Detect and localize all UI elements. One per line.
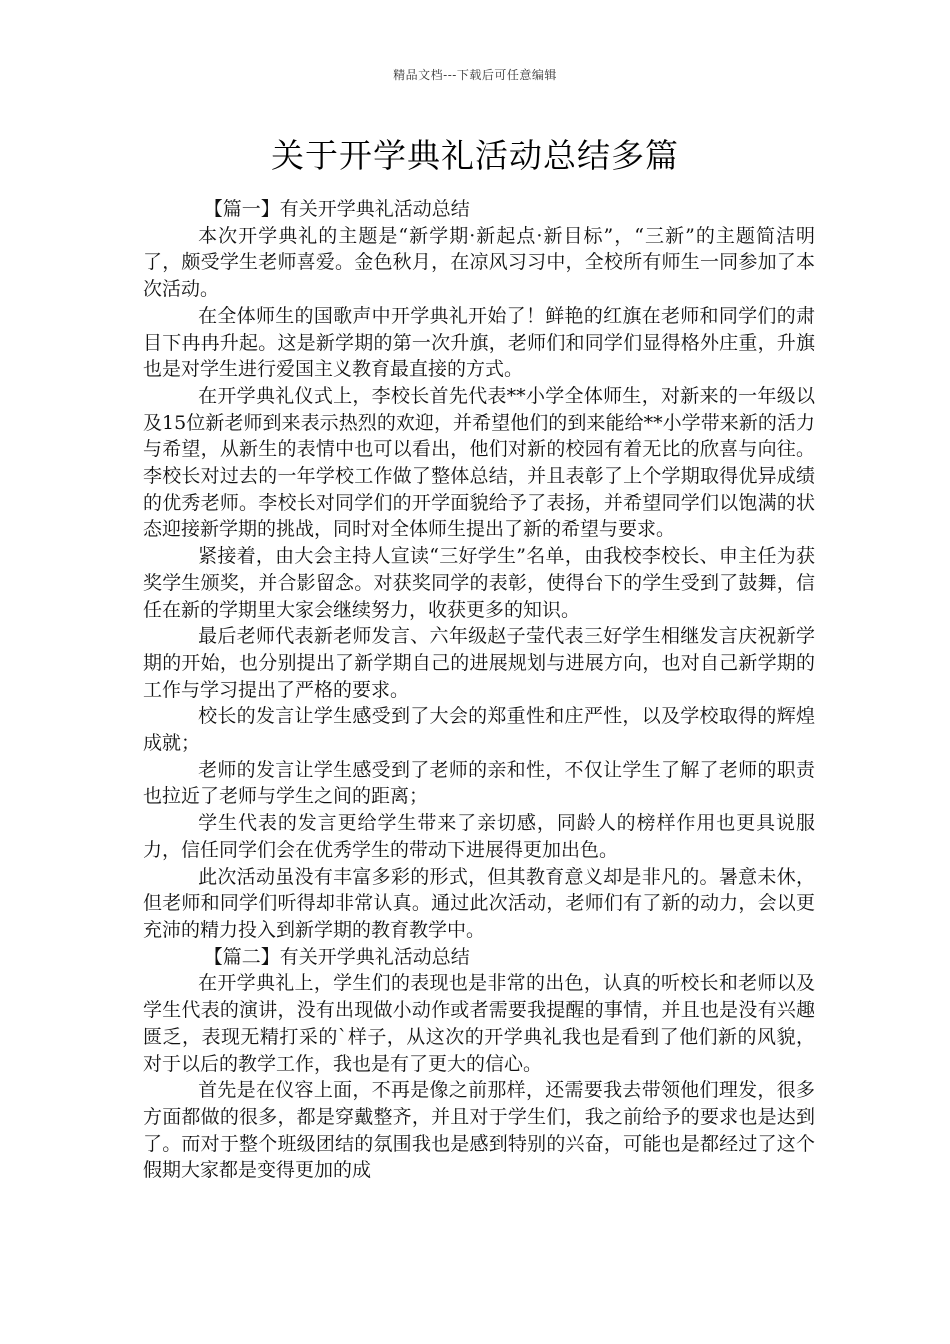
paragraph: 学生代表的发言更给学生带来了亲切感，同龄人的榜样作用也更具说服力，信任同学们会在优秀学生的带动下进展得更加出色。 xyxy=(143,812,815,861)
document-title: 关于开学典礼活动总结多篇 xyxy=(271,136,679,175)
paragraph: 在开学典礼仪式上，李校长首先代表**小学全体师生，对新来的一年级以及15位新老师到来表示热烈的欢迎，并希望他们的到来能给**小学带来新的活力与希望，从新生的表情中也可以看出，他们对新的校园有着无比的欣喜与向往。李校长对过去的一年学校工作做了整体总结，并且表彰了上个学期取得优异成绩的优秀老师。李校长对同学们的开学面貌给予了表扬，并希望同学们以饱满的状态迎接新学期的挑战，同时对全体师生提出了新的希望与要求。 xyxy=(143,384,815,541)
paragraph: 最后老师代表新老师发言、六年级赵子莹代表三好学生相继发言庆祝新学期的开始，也分别提出了新学期自己的进展规划与进展方向，也对自己新学期的工作与学习提出了严格的要求。 xyxy=(143,625,815,701)
section-heading-2: 【篇二】有关开学典礼活动总结 xyxy=(203,945,470,968)
paragraph: 在全体师生的国歌声中开学典礼开始了！鲜艳的红旗在老师和同学们的肃目下冉冉升起。这是新学期的第一次升旗，老师们和同学们显得格外庄重，升旗也是对学生进行爱国主义教育最直接的方式。 xyxy=(143,304,815,381)
paragraph: 紧接着，由大会主持人宣读“三好学生”名单，由我校李校长、申主任为获奖学生颁奖，并合影留念。对获奖同学的表彰，使得台下的学生受到了鼓舞，信任在新的学期里大家会继续努力，收获更多的知识。 xyxy=(143,545,815,621)
page-header: 精品文档---下载后可任意编辑 xyxy=(393,68,557,82)
paragraph: 老师的发言让学生感受到了老师的亲和性，不仅让学生了解了老师的职责也拉近了老师与学生之间的距离； xyxy=(143,758,815,808)
paragraph: 本次开学典礼的主题是“新学期·新起点·新目标”，“三新”的主题简洁明了，颇受学生老师喜爱。金色秋月，在凉风习习中，全校所有师生一同参加了本次活动。 xyxy=(143,224,815,301)
paragraph: 校长的发言让学生感受到了大会的郑重性和庄严性，以及学校取得的辉煌成就； xyxy=(143,705,815,755)
paragraph: 首先是在仪容上面，不再是像之前那样，还需要我去带领他们理发，很多方面都做的很多，都是穿戴整齐，并且对于学生们，我之前给予的要求也是达到了。而对于整个班级团结的氛围我也是感到特别的兴奋，可能也是都经过了这个假期大家都是变得更加的成 xyxy=(143,1079,815,1182)
document-body xyxy=(143,196,815,1184)
paragraph: 此次活动虽没有丰富多彩的形式，但其教育意义却是非凡的。暑意未休，但老师和同学们听得却非常认真。通过此次活动，老师们有了新的动力，会以更充沛的精力投入到新学期的教育教学中。 xyxy=(143,865,815,941)
paragraph: 在开学典礼上，学生们的表现也是非常的出色，认真的听校长和老师以及学生代表的演讲，没有出现做小动作或者需要我提醒的事情，并且也是没有兴趣匮乏，表现无精打采的`样子，从这次的开学典礼我也是看到了他们新的风貌，对于以后的教学工作，我也是有了更大的信心。 xyxy=(143,972,815,1075)
section-heading-1: 【篇一】有关开学典礼活动总结 xyxy=(203,198,470,220)
